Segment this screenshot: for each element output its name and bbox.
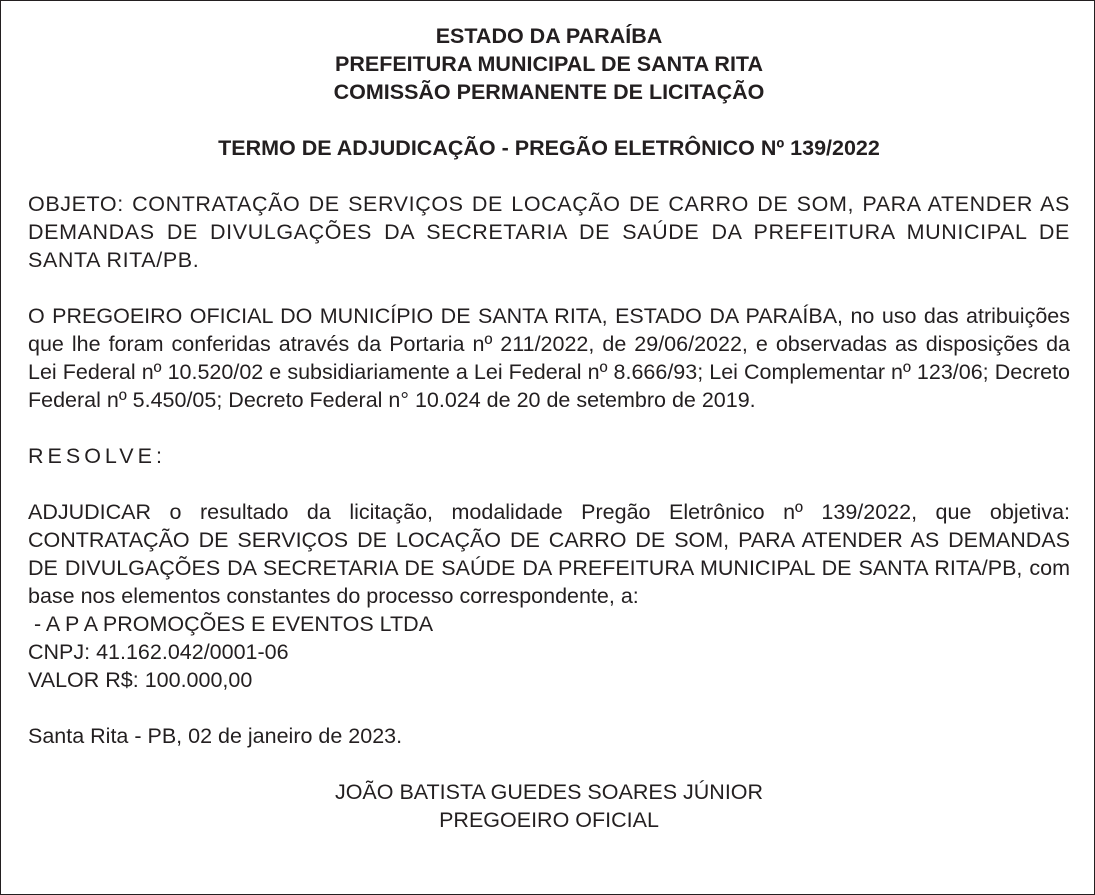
company-name: - A P A PROMOÇÕES E EVENTOS LTDA: [28, 612, 434, 636]
adjudication-paragraph: ADJUDICAR o resultado da licitação, modalidade Pregão Eletrônico nº 139/2022, que objetiva: CONTRATAÇÃO DE SERVIÇOS DE LOCAÇÃO DE CARRO DE SOM, PARA ATENDER AS DEMANDAS DE DIVULGAÇÕES DA SECRETARIA DE SAÚDE DA PREFEITURA MUNICIPAL DE SANTA RITA/PB, com base nos elementos constantes do processo correspondente, a:: [28, 500, 1070, 608]
document-title: TERMO DE ADJUDICAÇÃO - PREGÃO ELETRÔNICO Nº 139/2022: [218, 136, 880, 160]
header-state: ESTADO DA PARAÍBA: [435, 24, 663, 48]
preamble-paragraph: O PREGOEIRO OFICIAL DO MUNICÍPIO DE SANTA RITA, ESTADO DA PARAÍBA, no uso das atribuições que lhe foram conferidas através da Portaria nº 211/2022, de 29/06/2022, e observadas as disposições da Lei Federal nº 10.520/02 e subsidiariamente a Lei Federal nº 8.666/93; Lei Complementar nº 123/06; Decreto Federal nº 5.450/05; Decreto Federal n° 10.024 de 20 de setembro de 2019.: [28, 304, 1070, 412]
resolve-heading: RESOLVE:: [28, 444, 166, 468]
company-cnpj: CNPJ: 41.162.042/0001-06: [28, 640, 289, 664]
signatory-role: PREGOEIRO OFICIAL: [439, 808, 659, 832]
contract-value: VALOR R$: 100.000,00: [28, 668, 253, 692]
place-and-date: Santa Rita - PB, 02 de janeiro de 2023.: [28, 724, 403, 748]
header-commission: COMISSÃO PERMANENTE DE LICITAÇÃO: [333, 80, 765, 104]
header-prefecture: PREFEITURA MUNICIPAL DE SANTA RITA: [334, 52, 763, 76]
objeto-paragraph: OBJETO: CONTRATAÇÃO DE SERVIÇOS DE LOCAÇÃO DE CARRO DE SOM, PARA ATENDER AS DEMANDAS DE DIVULGAÇÕES DA SECRETARIA DE SAÚDE DA PREFEITURA MUNICIPAL DE SANTA RITA/PB.: [28, 192, 1070, 272]
document-body: [28, 22, 1070, 834]
signatory-name: JOÃO BATISTA GUEDES SOARES JÚNIOR: [334, 780, 764, 804]
